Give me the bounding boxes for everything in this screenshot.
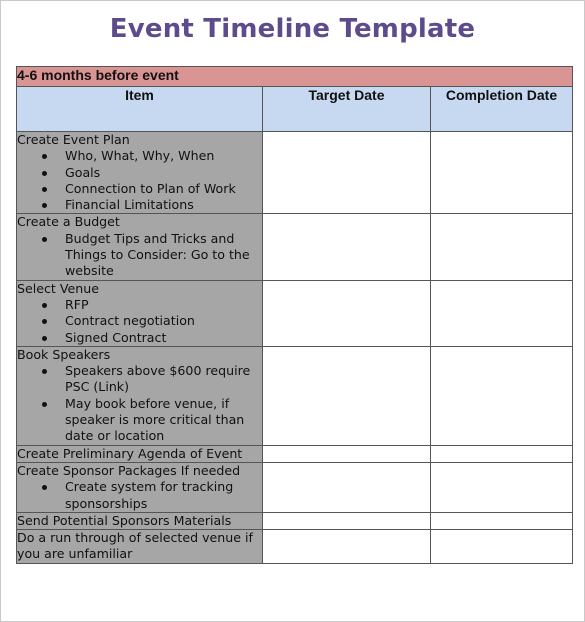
table-row [17, 132, 573, 214]
completion-date-cell[interactable] [431, 214, 573, 280]
item-title: Do a run through of selected venue if you are unfamiliar [17, 530, 253, 562]
completion-date-cell[interactable] [431, 132, 573, 214]
header-row [17, 87, 573, 132]
target-date-cell[interactable] [263, 445, 431, 462]
target-date-cell[interactable] [263, 512, 431, 529]
table-row [17, 346, 573, 445]
bullet-item [42, 181, 262, 197]
bullet-text: Create system for tracking sponsorships [65, 479, 234, 511]
target-date-cell[interactable] [263, 132, 431, 214]
bullet-text: Who, What, Why, When [65, 148, 215, 164]
bullet-item [42, 363, 262, 396]
bullet-list [17, 479, 262, 512]
bullet-text: Budget Tips and Tricks and Things to Consider: Go to the website [65, 230, 250, 279]
item-cell [17, 346, 263, 445]
bullet-item [42, 148, 262, 164]
item-title: Select Venue [17, 280, 99, 296]
bullet-item [42, 396, 262, 445]
phase-row [17, 67, 573, 87]
column-header-item: Item [17, 87, 263, 132]
item-title: Send Potential Sponsors Materials [17, 512, 232, 528]
completion-date-cell[interactable] [431, 462, 573, 512]
item-cell [17, 512, 263, 529]
item-title: Create Sponsor Packages If needed [17, 462, 241, 478]
bullet-dot-icon [42, 303, 47, 308]
bullet-text: Signed Contract [65, 329, 167, 345]
bullet-item [42, 479, 262, 512]
bullet-item [42, 165, 262, 181]
bullet-item [42, 313, 262, 329]
item-cell [17, 132, 263, 214]
bullet-dot-icon [42, 154, 47, 159]
bullet-text: Connection to Plan of Work [65, 180, 236, 196]
completion-date-cell[interactable] [431, 530, 573, 564]
item-title: Create a Budget [17, 214, 120, 230]
timeline-table [16, 66, 573, 564]
table-row [17, 280, 573, 346]
page-title: Event Timeline Template [109, 14, 476, 44]
bullet-text: Financial Limitations [65, 197, 194, 213]
bullet-text: Speakers above $600 require PSC (Link) [65, 363, 251, 395]
bullet-item [42, 231, 262, 280]
item-cell [17, 445, 263, 462]
completion-date-cell[interactable] [431, 445, 573, 462]
completion-date-cell[interactable] [431, 512, 573, 529]
bullet-dot-icon [42, 319, 47, 324]
item-title: Book Speakers [17, 346, 111, 362]
table-row [17, 530, 573, 564]
bullet-dot-icon [42, 369, 47, 374]
target-date-cell[interactable] [263, 462, 431, 512]
completion-date-cell[interactable] [431, 346, 573, 445]
target-date-cell[interactable] [263, 280, 431, 346]
bullet-dot-icon [42, 171, 47, 176]
bullet-dot-icon [42, 336, 47, 341]
target-date-cell[interactable] [263, 214, 431, 280]
item-cell [17, 214, 263, 280]
bullet-list [17, 297, 262, 346]
bullet-text: Goals [65, 164, 101, 180]
table-row [17, 214, 573, 280]
item-cell [17, 530, 263, 564]
bullet-dot-icon [42, 402, 47, 407]
bullet-dot-icon [42, 203, 47, 208]
item-title: Create Preliminary Agenda of Event [17, 445, 243, 461]
completion-date-cell[interactable] [431, 280, 573, 346]
bullet-dot-icon [42, 237, 47, 242]
bullet-list [17, 363, 262, 444]
column-header-target-date: Target Date [263, 87, 431, 132]
target-date-cell[interactable] [263, 346, 431, 445]
table-row [17, 462, 573, 512]
bullet-text: Contract negotiation [65, 313, 195, 329]
bullet-text: RFP [65, 296, 89, 312]
item-cell [17, 462, 263, 512]
bullet-item [42, 297, 262, 313]
bullet-item [42, 197, 262, 213]
bullet-item [42, 330, 262, 346]
bullet-dot-icon [42, 187, 47, 192]
target-date-cell[interactable] [263, 530, 431, 564]
bullet-text: May book before venue, if speaker is more critical than date or location [65, 395, 245, 444]
phase-label: 4-6 months before event [17, 67, 573, 87]
column-header-completion-date: Completion Date [431, 87, 573, 132]
item-cell [17, 280, 263, 346]
bullet-dot-icon [42, 485, 47, 490]
table-row [17, 512, 573, 529]
bullet-list [17, 231, 262, 280]
item-title: Create Event Plan [17, 132, 130, 147]
table-row [17, 445, 573, 462]
bullet-list [17, 148, 262, 213]
